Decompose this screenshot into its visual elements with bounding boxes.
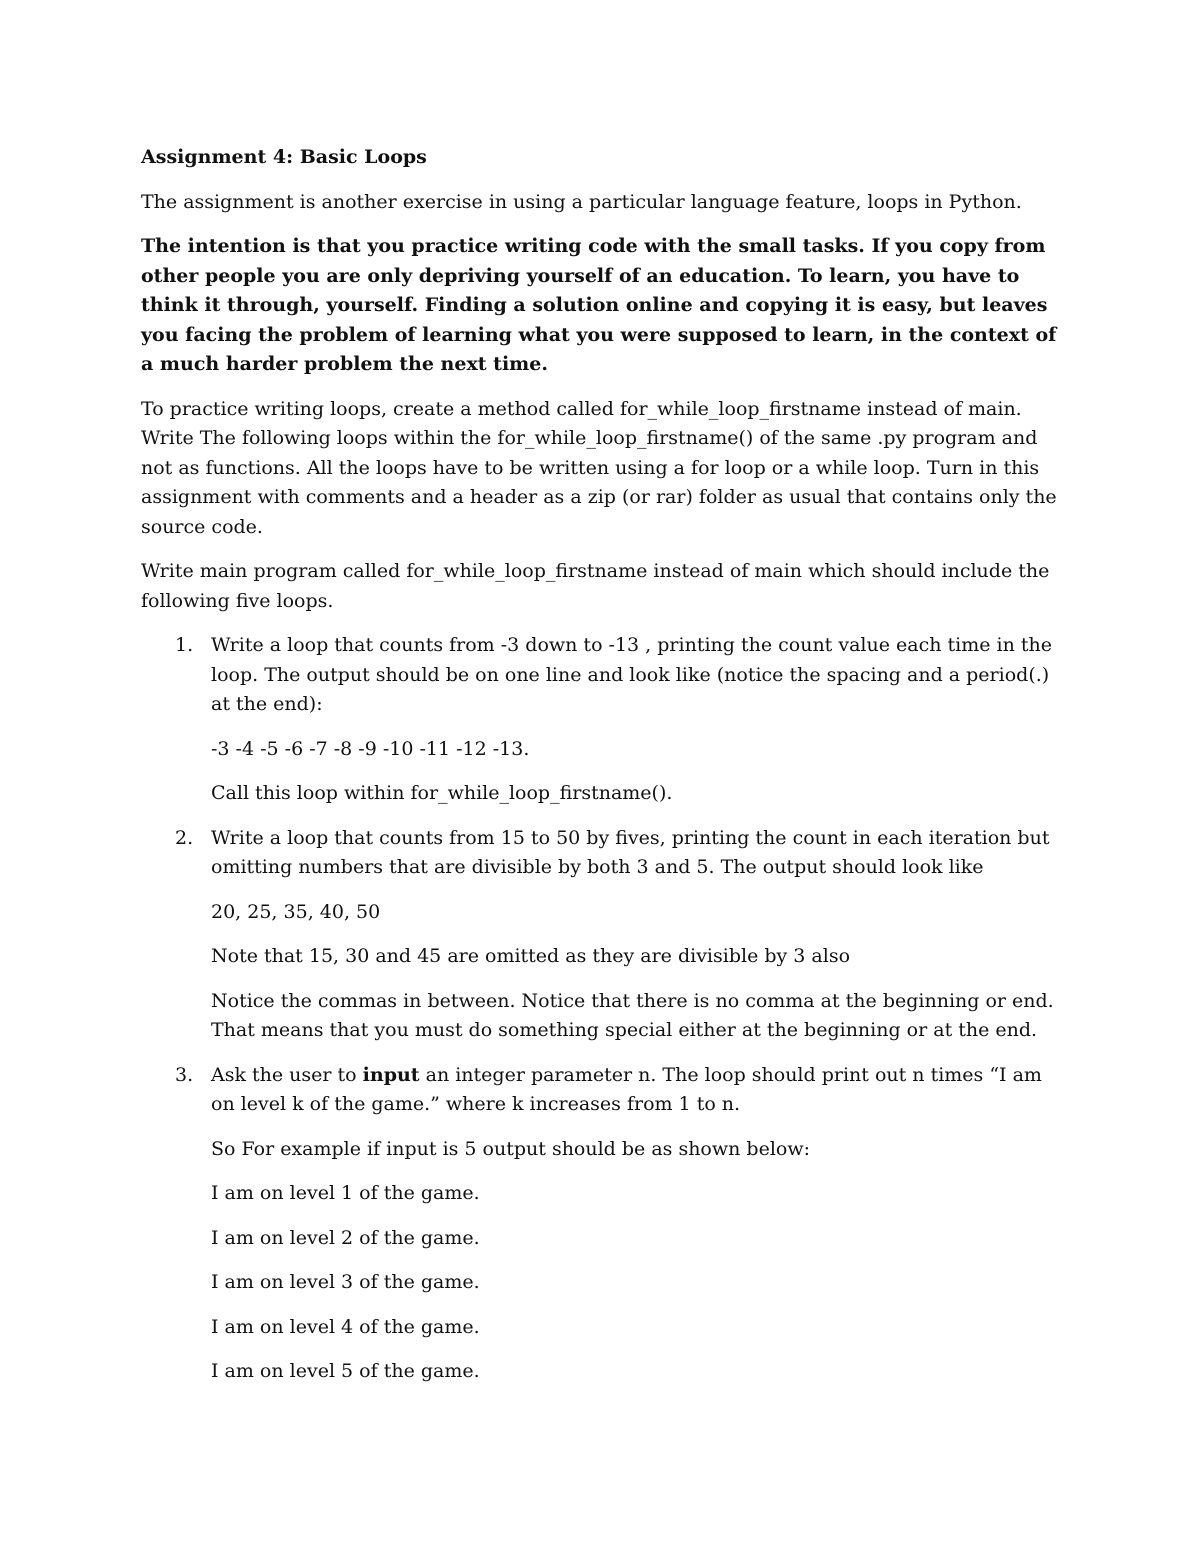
task-expected-output: 20, 25, 35, 40, 50: [211, 900, 381, 923]
task-description: Write a loop that counts from -3 down to -13 , printing the count value each time in the loop. The output should be on one line and look like (notice the spacing and a period(.) at the end):: [211, 634, 1052, 715]
output-line: I am on level 1 of the game.: [211, 1182, 480, 1204]
task-number: 3.: [175, 1063, 194, 1086]
task-text-after: an integer parameter n. The loop should print out n times “I am on level k of the game.” where k increases from 1 to n.: [211, 1063, 1042, 1115]
task-description: [211, 1061, 1061, 1120]
task-note: Call this loop within for_while_loop_firstname().: [211, 782, 673, 804]
task-number: 2.: [175, 826, 194, 849]
task-example-intro: So For example if input is 5 output should be as shown below:: [211, 1137, 811, 1160]
warning-paragraph: The intention is that you practice writing code with the small tasks. If you copy from other people you are only depriving yourself of an education. To learn, you have to think it through, yourself. Finding a solution online and copying it is easy, but leaves you facing the problem of learning what you were supposed to learn, in the context of a much harder problem the next time.: [141, 235, 1057, 375]
document-title: Assignment 4: Basic Loops: [141, 146, 427, 168]
task-text-before: Ask the user to: [211, 1063, 363, 1086]
intro-paragraph: The assignment is another exercise in using a particular language feature, loops in Python.: [141, 190, 1022, 213]
output-line: I am on level 4 of the game.: [211, 1315, 480, 1338]
task-item-3: [141, 1061, 1061, 1387]
task-item-2: [141, 824, 1061, 1046]
document-page: [141, 143, 1061, 1402]
instructions-paragraph: To practice writing loops, create a method called for_while_loop_firstname instead of main. Write The following loops within the for_while_loop_firstname() of the same .py program and not as functions. All the loops have to be written using a for loop or a while loop. Turn in this assignment with comments and a header as a zip (or rar) folder as usual that contains only the source code.: [141, 397, 1057, 538]
output-line: I am on level 5 of the game.: [211, 1360, 480, 1382]
task-description: Write a loop that counts from 15 to 50 by fives, printing the count in each iteration but omitting numbers that are divisible by both 3 and 5. The output should look like: [211, 826, 1050, 878]
task-item-1: [141, 631, 1061, 809]
output-line: I am on level 3 of the game.: [211, 1271, 480, 1293]
task-note: Note that 15, 30 and 45 are omitted as they are divisible by 3 also: [211, 945, 851, 967]
main-program-paragraph: Write main program called for_while_loop_firstname instead of main which should include the following five loops.: [141, 560, 1050, 612]
task-list: [141, 631, 1061, 1387]
task-text-emphasis: input: [362, 1063, 420, 1086]
task-expected-output: -3 -4 -5 -6 -7 -8 -9 -10 -11 -12 -13.: [211, 737, 530, 760]
output-line: I am on level 2 of the game.: [211, 1226, 480, 1249]
task-note: Notice the commas in between. Notice that there is no comma at the beginning or end. That means that you must do something special either at the beginning or at the end.: [211, 989, 1054, 1041]
task-number: 1.: [175, 634, 194, 656]
